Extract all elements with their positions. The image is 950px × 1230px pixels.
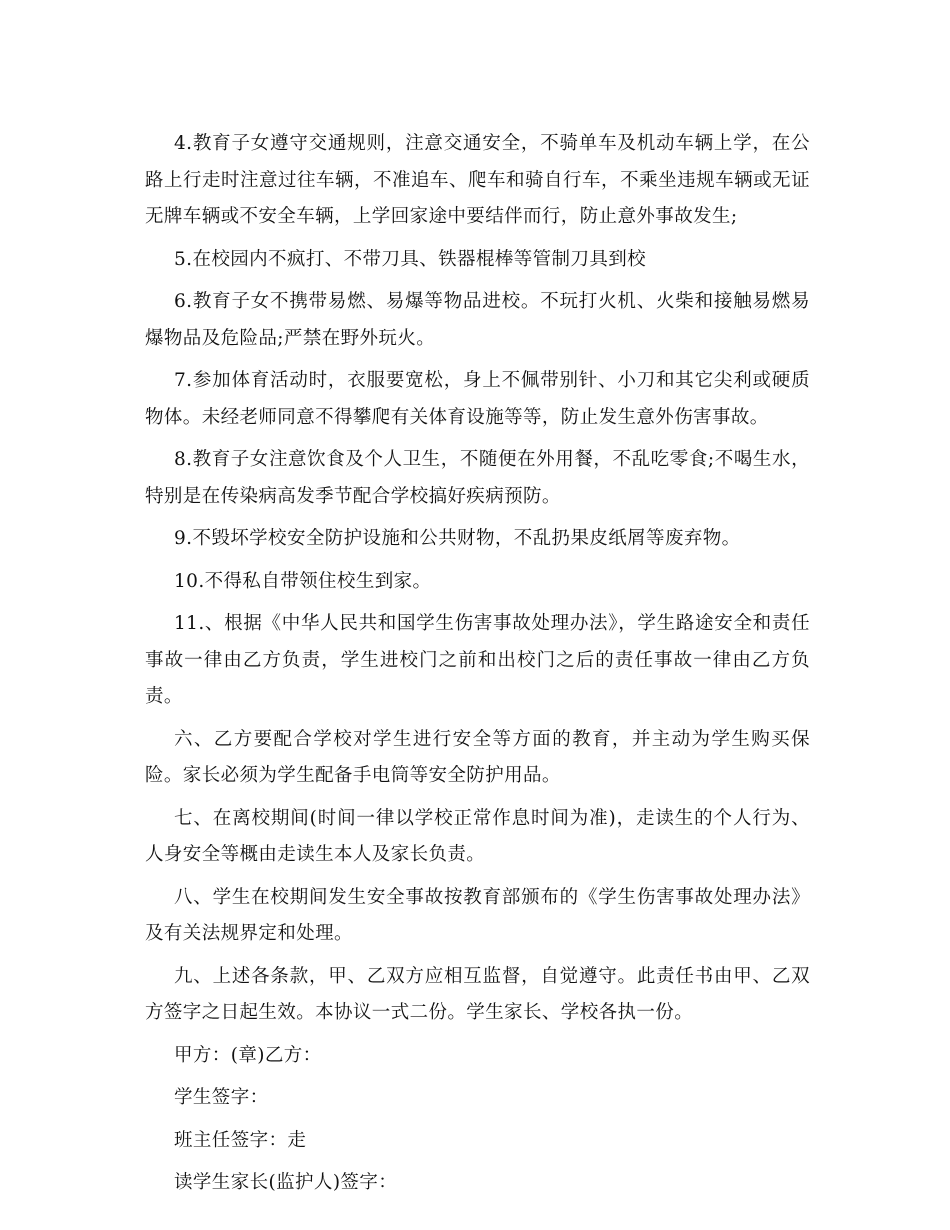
clause-5: 5.在校园内不疯打、不带刀具、铁器棍棒等管制刀具到校 — [174, 248, 647, 270]
clause-8: 8.教育子女注意饮食及个人卫生，不随便在外用餐，不乱吃零食;不喝生水，特别是在传染病高发季节配合学校搞好疾病预防。 — [145, 449, 810, 507]
section-seven: 七、在离校期间(时间一律以学校正常作息时间为准)，走读生的个人行为、人身安全等概由走读生本人及家长负责。 — [145, 807, 810, 865]
clause-4: 4.教育子女遵守交通规则，注意交通安全，不骑单车及机动车辆上学，在公路上行走时注意过往车辆，不准追车、爬车和骑自行车，不乘坐违规车辆或无证无牌车辆或不安全车辆，上学回家途中要结伴而行，防止意外事故发生; — [145, 133, 810, 227]
teacher-signature-line: 班主任签字：走 — [174, 1129, 307, 1151]
section-six: 六、乙方要配合学校对学生进行安全等方面的教育，并主动为学生购买保险。家长必须为学生配备手电筒等安全防护用品。 — [145, 728, 810, 786]
party-signature-line: 甲方：(章)乙方： — [174, 1044, 322, 1066]
clause-6: 6.教育子女不携带易燃、易爆等物品进校。不玩打火机、火柴和接触易燃易爆物品及危险品;严禁在野外玩火。 — [145, 291, 810, 349]
section-nine: 九、上述各条款，甲、乙双方应相互监督，自觉遵守。此责任书由甲、乙双方签字之日起生效。本协议一式二份。学生家长、学校各执一份。 — [145, 965, 810, 1023]
clause-7: 7.参加体育活动时，衣服要宽松，身上不佩带别针、小刀和其它尖利或硬质物体。未经老师同意不得攀爬有关体育设施等等，防止发生意外伤害事故。 — [145, 370, 810, 428]
document-body — [145, 126, 810, 1208]
clause-11: 11.、根据《中华人民共和国学生伤害事故处理办法》，学生路途安全和责任事故一律由乙方负责，学生进校门之前和出校门之后的责任事故一律由乙方负责。 — [145, 613, 810, 707]
clause-10: 10.不得私自带领住校生到家。 — [174, 570, 432, 592]
clause-9: 9.不毁坏学校安全防护设施和公共财物，不乱扔果皮纸屑等废弃物。 — [174, 528, 741, 549]
section-eight: 八、学生在校期间发生安全事故按教育部颁布的《学生伤害事故处理办法》及有关法规界定和处理。 — [145, 886, 810, 944]
guardian-signature-line: 读学生家长(监护人)签字： — [174, 1172, 398, 1193]
student-signature-line: 学生签字： — [174, 1087, 269, 1108]
